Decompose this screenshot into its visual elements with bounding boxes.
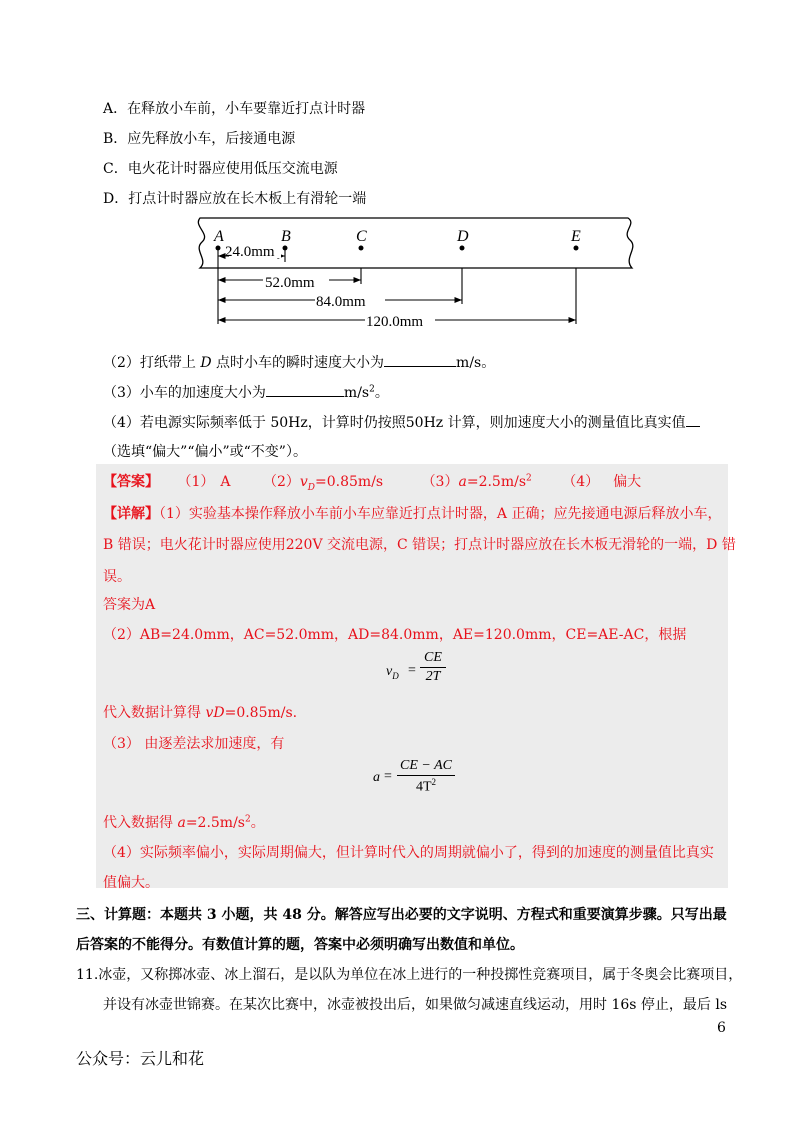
detail-line-1: 【详解】（1）实验基本操作释放小车前小车应靠近打点计时器，A 正确；应先接通电源后释放小车， bbox=[103, 506, 722, 522]
section-heading-line-2: 后答案的不能得分。有数值计算的题，答案中必须明确写出数值和单位。 bbox=[76, 937, 524, 953]
tape-point-d bbox=[460, 246, 465, 251]
tape-point-c bbox=[359, 246, 364, 251]
dim-ac: 52.0mm bbox=[265, 275, 315, 291]
footer-text: 公众号：云儿和花 bbox=[76, 1049, 205, 1068]
option-c: C．电火花计时器应使用低压交流电源 bbox=[103, 161, 338, 177]
detail-line-4: 答案为A bbox=[103, 597, 156, 613]
detail-line-3: 误。 bbox=[103, 569, 131, 585]
option-b: B．应先释放小车，后接通电源 bbox=[103, 131, 296, 147]
question-4-note: （选填“偏大”“偏小”或“不变”）。 bbox=[103, 444, 307, 460]
detail-line-8: 代入数据得 $a=2.5m/s^2$。 bbox=[103, 814, 265, 831]
answer-line: 【答案】 （1） A $(2)v_D=0.85m/s$ $(3)a=2.5m/s^2$ （4） 偏大 bbox=[103, 473, 642, 493]
tape-point-e bbox=[574, 246, 579, 251]
detail-line-7: （3） 由逐差法求加速度，有 bbox=[103, 736, 285, 752]
question-3: （3）小车的加速度大小为 $m/s^2$。 bbox=[103, 384, 389, 401]
tape-label-b: B bbox=[281, 228, 291, 245]
dim-ad: 84.0mm bbox=[316, 294, 366, 310]
paper-tape-diagram bbox=[185, 212, 645, 332]
tape-label-a: A bbox=[214, 228, 224, 245]
question-11-line-2: 并设有冰壶世锦赛。在某次比赛中，冰壶被投出后，如果做匀减速直线运动，用时 16s 停止，最后 ls bbox=[103, 997, 728, 1013]
detail-line-2: B 错误；电火花计时器应使用220V 交流电源，C 错误；打点计时器应放在长木板无滑轮的一端，D 错 bbox=[103, 537, 736, 553]
detail-line-10: 值偏大。 bbox=[103, 875, 159, 891]
tape-label-e: E bbox=[571, 228, 581, 245]
option-a: A．在释放小车前，小车要靠近打点计时器 bbox=[103, 101, 366, 117]
question-4: （4）若电源实际频率低于 50Hz，计算时仍按照50Hz 计算，则加速度大小的测量值比真实值 bbox=[103, 412, 700, 432]
section-heading-line-1: 三、计算题：本题共 3 小题，共 48 分。解答应写出必要的文字说明、方程式和重要演算步骤。只写出最 bbox=[76, 907, 727, 923]
dim-ae: 120.0mm bbox=[366, 314, 424, 330]
detail-line-5: （2）AB=24.0mm，AC=52.0mm，AD=84.0mm，AE=120.0mm，CE=AE-AC，根据 bbox=[103, 627, 687, 643]
tape-label-d: D bbox=[457, 228, 469, 245]
page-number: 6 bbox=[717, 1020, 726, 1036]
question-11-line-1: 11.冰壶，又称掷冰壶、冰上溜石，是以队为单位在冰上进行的一种投掷性竞赛项目，属于冬奥会比赛项目， bbox=[76, 967, 743, 983]
tape-label-c: C bbox=[356, 228, 367, 245]
option-d: D．打点计时器应放在长木板上有滑轮一端 bbox=[103, 191, 367, 207]
dim-ab: 24.0mm bbox=[225, 244, 275, 260]
question-2: （2）打纸带上 D 点时小车的瞬时速度大小为 m/s。 bbox=[103, 355, 496, 371]
detail-line-6: 代入数据计算得 vD=0.85m/s. bbox=[103, 705, 298, 721]
detail-line-9: （4）实际频率偏小，实际周期偏大，但计算时代入的周期就偏小了，得到的加速度的测量值比真实 bbox=[103, 845, 714, 861]
